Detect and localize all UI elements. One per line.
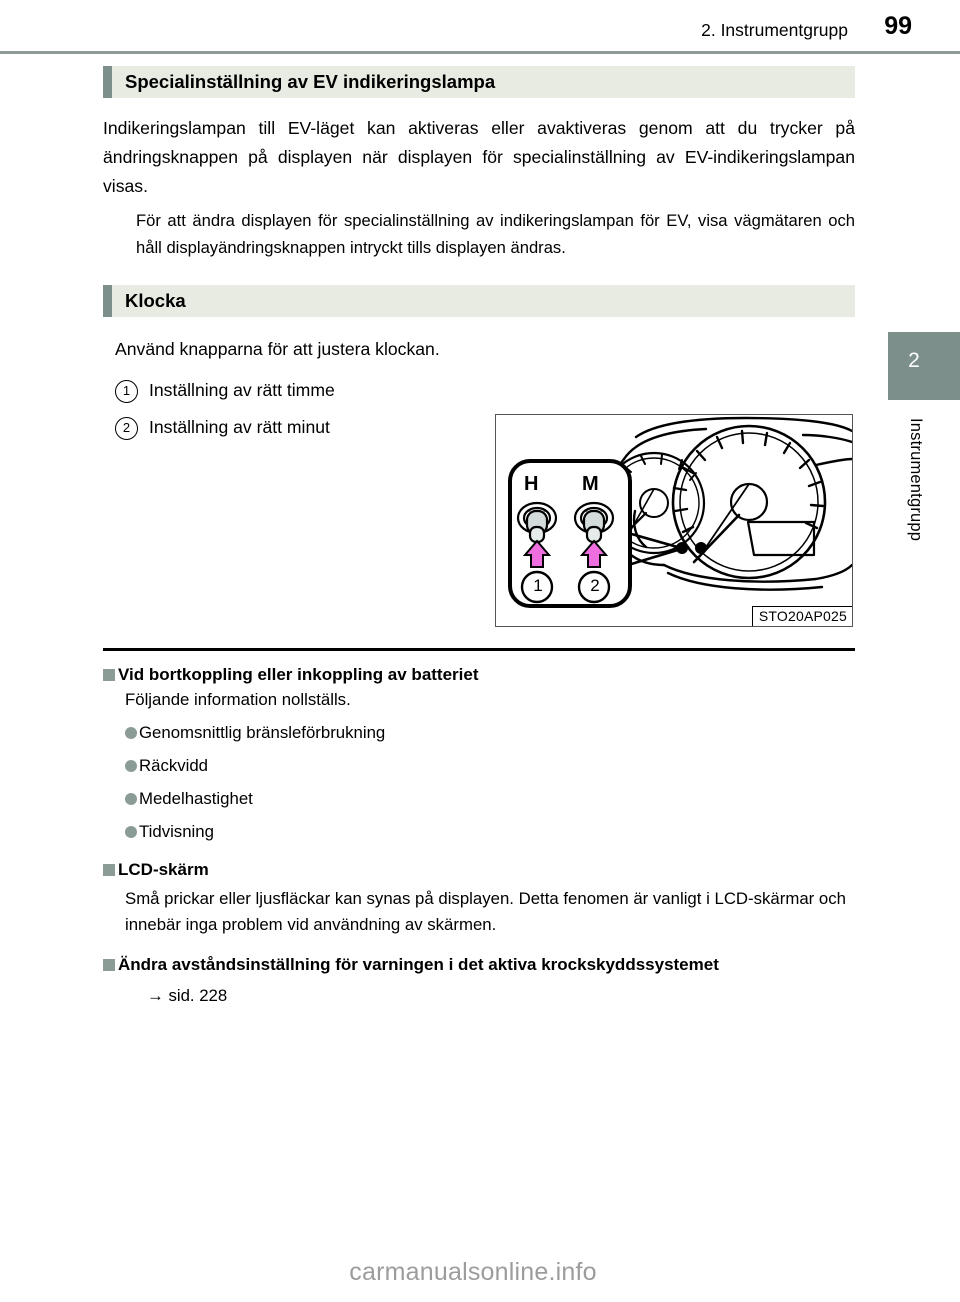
section-header-ev-indicator (103, 66, 855, 98)
list-item-label: Medelhastighet (139, 789, 253, 808)
note-heading-text: Ändra avståndsinställning för varningen i det aktiva krockskyddssystemet (118, 955, 719, 974)
callout-number-1: 1 (115, 380, 138, 403)
list-item (125, 753, 855, 779)
note-heading-battery (103, 662, 855, 687)
notes-divider-rule (103, 648, 855, 651)
chapter-tab-label: Instrumentgrupp (907, 418, 925, 542)
note-body: Följande information nollställs. (125, 690, 351, 709)
instrument-cluster-drawing (496, 415, 852, 626)
note-heading-precollision (103, 952, 845, 977)
figure-code-label: STO20AP025 (752, 606, 852, 626)
section-title: Specialinställning av EV indikeringslampa (125, 71, 496, 92)
list-item (115, 376, 855, 404)
round-bullet-icon (125, 760, 137, 772)
note-heading-text: LCD-skärm (118, 860, 209, 879)
square-bullet-icon (103, 669, 115, 681)
list-item (125, 819, 855, 845)
list-item-label: Tidvisning (139, 822, 214, 841)
callout-number-2: 2 (115, 417, 138, 440)
round-bullet-icon (125, 826, 137, 838)
clock-intro-paragraph: Använd knapparna för att justera klockan. (115, 339, 440, 359)
chapter-tab-number: 2 (908, 349, 920, 372)
round-bullet-icon (125, 727, 137, 739)
section-accent-bar (103, 66, 112, 98)
figure-callout-2: 2 (590, 576, 600, 595)
list-item (125, 720, 855, 746)
page-content (103, 66, 855, 450)
page-number: 99 (884, 12, 912, 40)
section-note: För att ändra displayen för specialinställning av indikeringslampan för EV, visa vägmätaren och håll displayändringsknappen intryckt tills displayen ändras. (136, 211, 855, 257)
notes-section (103, 660, 855, 1009)
hour-button-label: H (524, 473, 539, 495)
note-heading-text: Vid bortkoppling eller inkoppling av batteriet (118, 665, 479, 684)
chapter-tab (888, 332, 960, 400)
square-bullet-icon (103, 959, 115, 971)
list-item-label: Räckvidd (139, 756, 209, 775)
header-divider-rule (0, 51, 960, 54)
section-paragraph: Indikeringslampan till EV-läget kan aktiveras eller avaktiveras genom att du trycker på ändringsknappen på displayen när displayen för specialinställning av EV-indikeringslampan visas. (103, 118, 855, 196)
list-item-label: Inställning av rätt minut (149, 417, 330, 437)
list-item-label: Inställning av rätt timme (149, 380, 335, 400)
note-body: Små prickar eller ljusfläckar kan synas på displayen. Detta fenomen är vanligt i LCD-skärmar och innebär inga problem vid användning av skärmen. (125, 889, 846, 934)
round-bullet-icon (125, 793, 137, 805)
list-item-label: Genomsnittlig bränsleförbrukning (139, 723, 386, 742)
site-watermark: carmanualsonline.info (349, 1258, 597, 1286)
chapter-title: 2. Instrumentgrupp (701, 20, 848, 40)
minute-button-label: M (582, 473, 599, 495)
cross-reference: → sid. 228 (147, 986, 228, 1005)
section-title: Klocka (125, 290, 186, 311)
square-bullet-icon (103, 864, 115, 876)
page-header (0, 0, 960, 52)
clock-buttons-illustration (495, 414, 853, 627)
section-header-clock (103, 285, 855, 317)
figure-callout-1: 1 (533, 576, 543, 595)
section-accent-bar (103, 285, 112, 317)
list-item (125, 786, 855, 812)
note-heading-lcd (103, 857, 855, 882)
